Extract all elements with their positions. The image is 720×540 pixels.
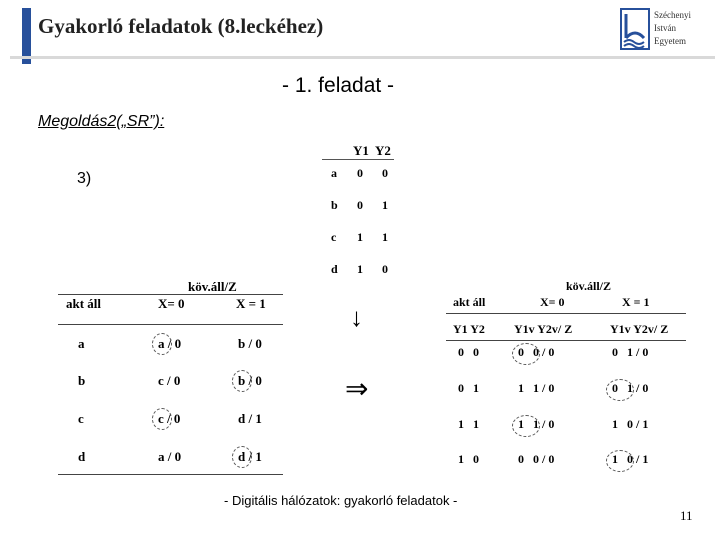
code-header-y1: Y1 (353, 143, 369, 158)
code-row-state: b (331, 198, 338, 212)
stable-state-marker (606, 450, 634, 472)
encoded-table-sub-current: Y1 Y2 (453, 322, 485, 336)
encoded-table-next-x0: 0 0 / 0 (518, 345, 555, 359)
state-table-col-x1: X = 1 (236, 296, 266, 311)
stable-state-marker (606, 379, 634, 401)
encoded-table-next-x0: 0 0 / 0 (518, 452, 555, 466)
slide-footer: - Digitális hálózatok: gyakorló feladatok - (224, 493, 458, 508)
encoded-table-sub-x0: Y1v Y2v/ Z (514, 322, 573, 336)
encoded-table-next-x0: 1 1 / 0 (518, 381, 555, 395)
code-row-state: a (331, 166, 337, 180)
code-row-y1: 1 (357, 230, 363, 244)
code-row-y2: 0 (382, 166, 388, 180)
encoded-table-next-x1: 0 1 / 0 (612, 345, 649, 359)
state-table-next-x0: c / 0 (158, 411, 181, 426)
state-table-bottom-rule (58, 474, 283, 475)
state-table-next-x0: a / 0 (158, 449, 182, 464)
state-table-next-x1: d / 1 (238, 411, 262, 426)
logo-text-line-2: István (654, 23, 676, 33)
state-table-next-x1: d / 1 (238, 449, 262, 464)
page-number: 11 (680, 508, 693, 523)
code-row-y1: 1 (357, 262, 363, 276)
state-table-col-current: akt áll (66, 296, 102, 311)
encoded-table-next-x1: 0 1 / 0 (612, 381, 649, 395)
university-logo-icon (620, 8, 650, 50)
code-header-y2: Y2 (375, 143, 391, 158)
encoded-table-col-x1: X = 1 (622, 295, 650, 309)
code-row-y1: 0 (357, 198, 363, 212)
logo-text-line-3: Egyetem (654, 36, 686, 46)
state-table-header-rule (58, 324, 283, 325)
stable-state-marker (152, 333, 172, 355)
encoded-table-next-x1: 1 0 / 1 (612, 452, 649, 466)
state-table-next-x1: b / 0 (238, 373, 262, 388)
encoded-table-current: 0 1 (458, 381, 479, 395)
stable-state-marker (512, 343, 540, 365)
encoded-table-current: 1 1 (458, 417, 479, 431)
arrow-right-icon: ⇒ (345, 373, 369, 404)
encoded-table-current: 1 0 (458, 452, 479, 466)
state-table-group-header: köv.áll/Z (188, 279, 237, 294)
state-table-next-x1: b / 0 (238, 336, 262, 351)
solution-label: Megoldás2(„SR”): (38, 113, 165, 130)
encoded-table-col-x0: X= 0 (540, 295, 565, 309)
encoded-table-col-current: akt áll (453, 295, 486, 309)
encoded-table-group-header: köv.áll/Z (566, 279, 612, 293)
state-table-state: d (78, 449, 86, 464)
encoded-table-sub-x1: Y1v Y2v/ Z (610, 322, 669, 336)
state-table-next-x0: a / 0 (158, 336, 182, 351)
stable-state-marker (232, 370, 252, 392)
slide-title: Gyakorló feladatok (8.leckéhez) (38, 14, 324, 38)
state-table-col-x0: X= 0 (158, 296, 185, 311)
encoded-table-rule (446, 340, 686, 341)
code-row-state: c (331, 230, 337, 244)
logo-text-line-1: Széchenyi (654, 10, 691, 20)
state-table-state: a (78, 336, 85, 351)
encoded-table-next-x1: 1 0 / 1 (612, 417, 649, 431)
stable-state-marker (512, 415, 540, 437)
code-row-y2: 1 (382, 230, 388, 244)
state-table-state: b (78, 373, 86, 388)
code-row-y2: 1 (382, 198, 388, 212)
stable-state-marker (152, 408, 172, 430)
code-table-rule (322, 159, 394, 160)
state-table-top-rule (58, 294, 283, 295)
encoded-table-next-x0: 1 1 / 0 (518, 417, 555, 431)
encoded-table-rule (446, 313, 686, 314)
state-table-next-x0: c / 0 (158, 373, 181, 388)
arrow-down-icon: ↓ (350, 302, 363, 332)
header-divider (10, 56, 715, 59)
slide-subtitle: - 1. feladat - (282, 74, 395, 97)
step-label: 3) (77, 170, 92, 187)
state-table-state: c (78, 411, 84, 426)
stable-state-marker (232, 446, 252, 468)
code-row-y2: 0 (382, 262, 388, 276)
code-row-state: d (331, 262, 338, 276)
code-row-y1: 0 (357, 166, 363, 180)
encoded-table-current: 0 0 (458, 345, 479, 359)
